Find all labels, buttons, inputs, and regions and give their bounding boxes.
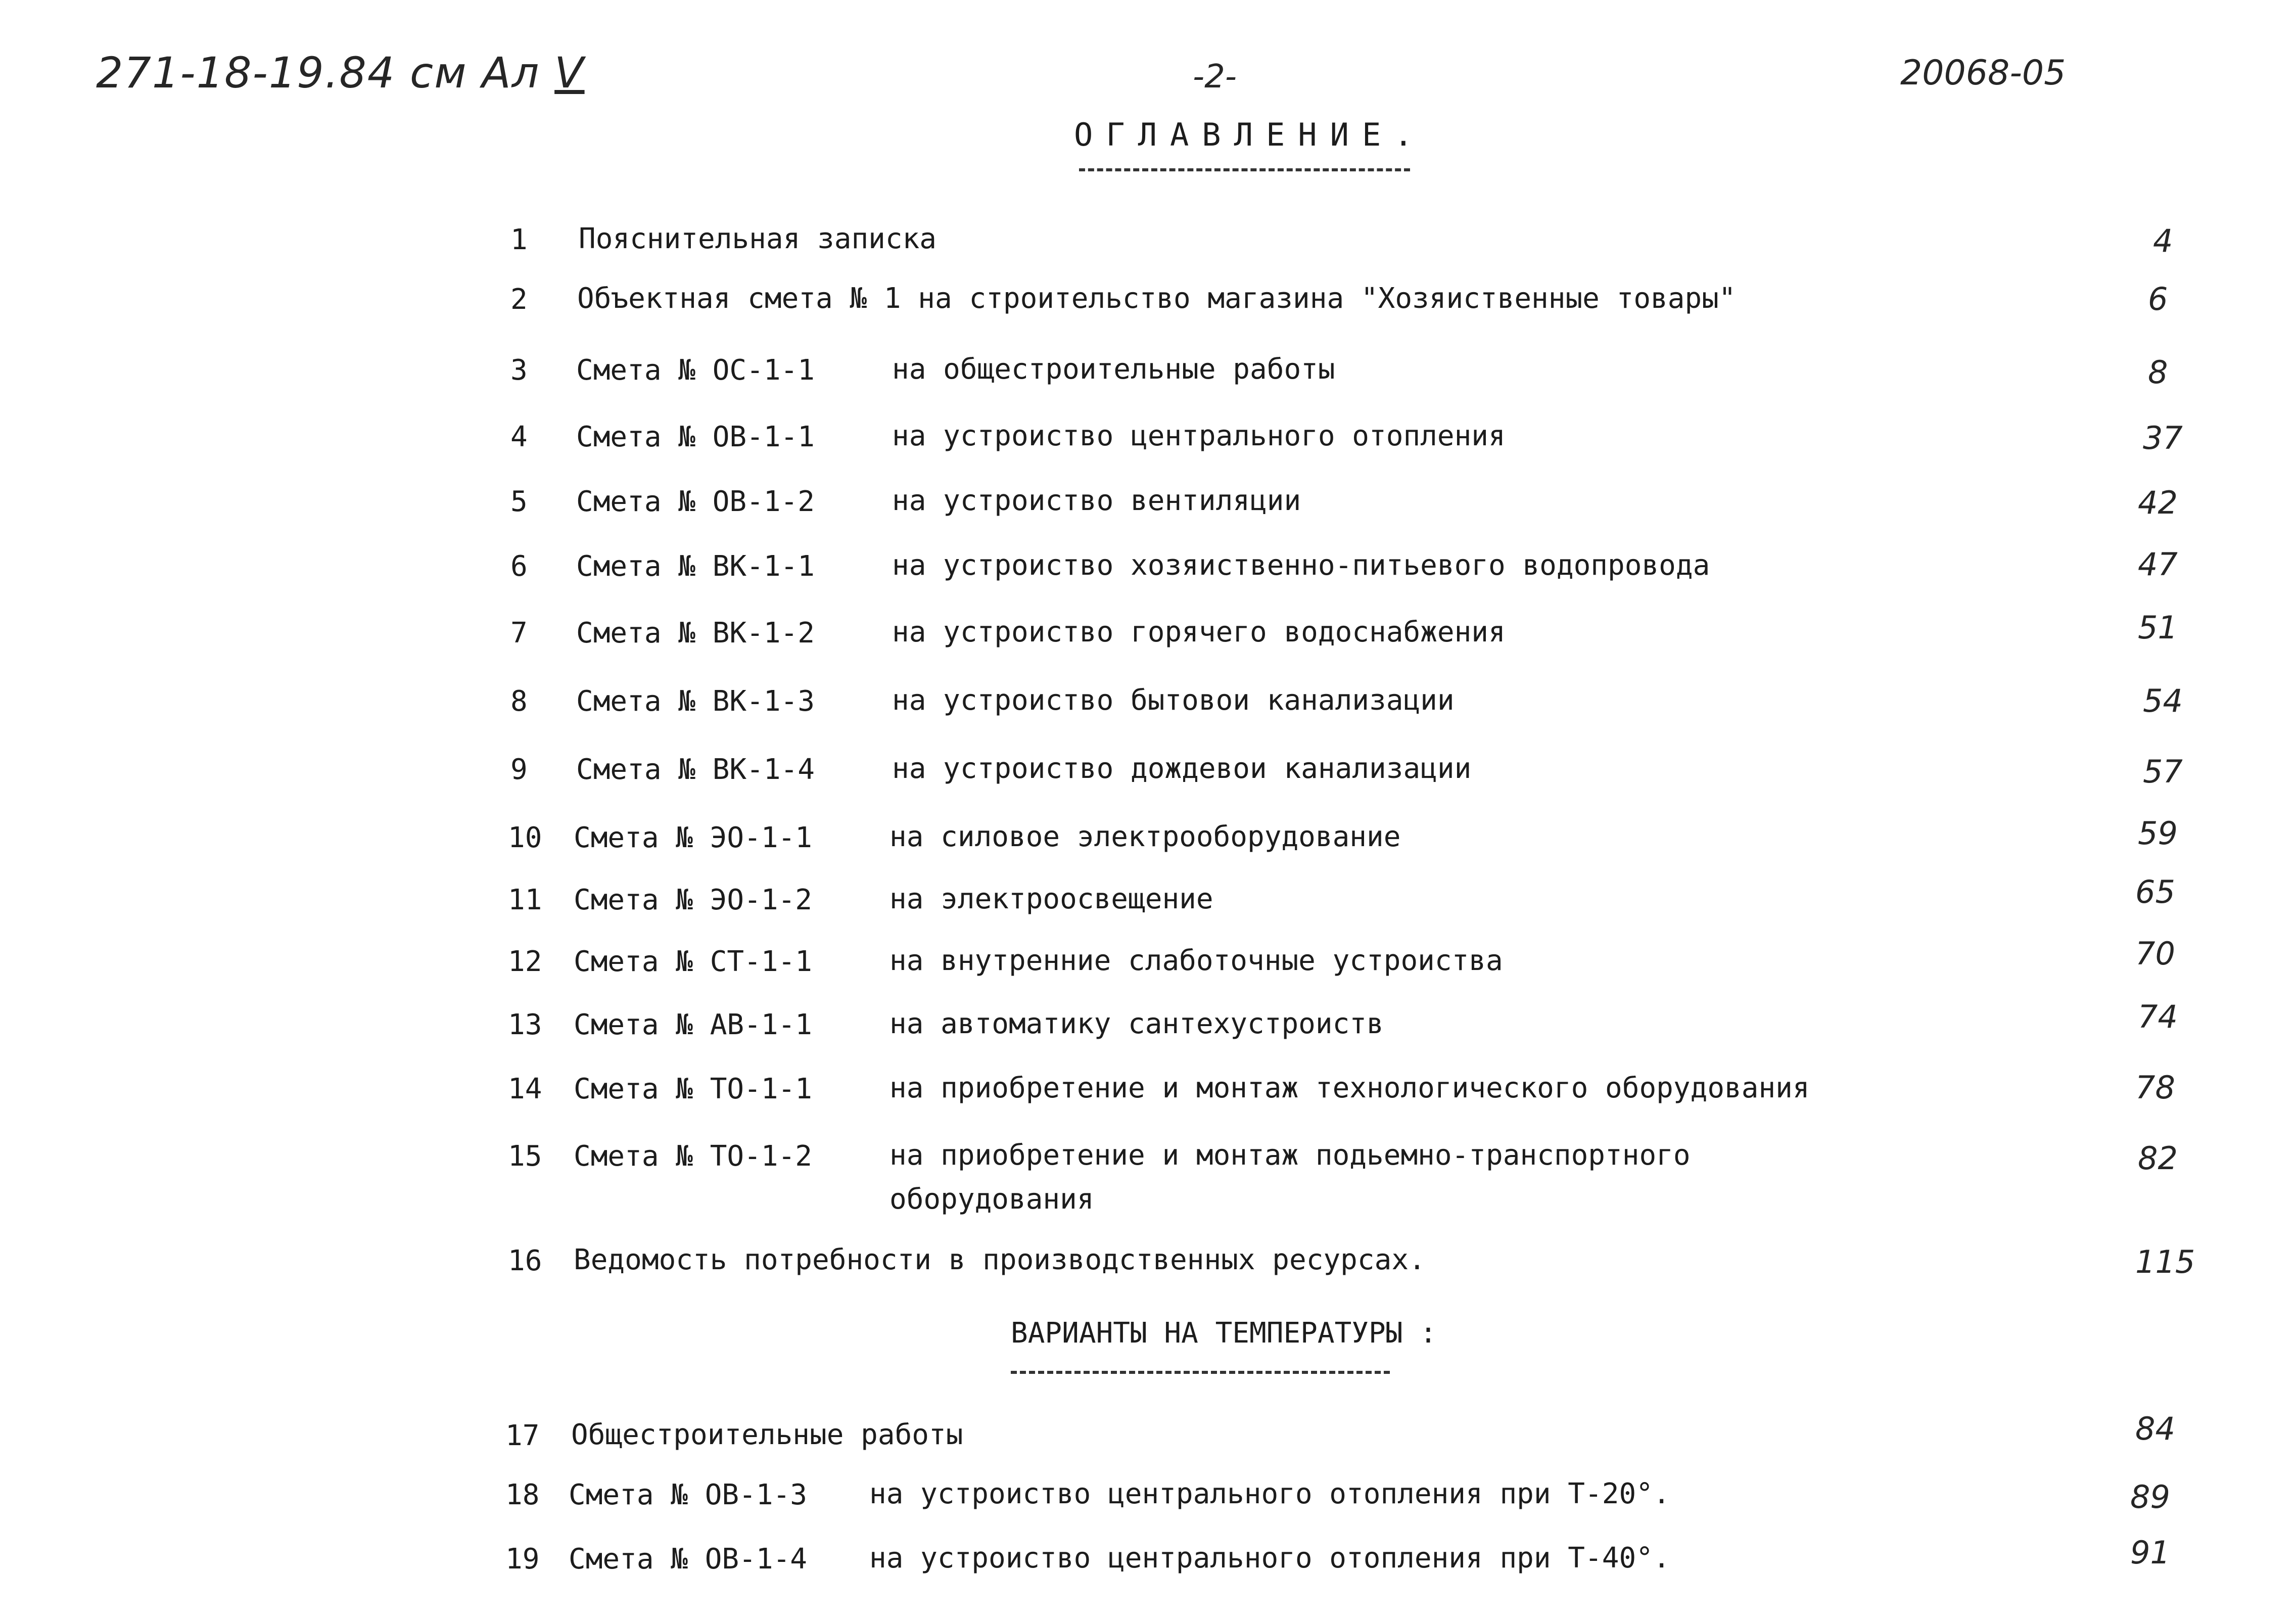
entry-description: на устроиство вентиляции (892, 484, 1301, 517)
entry-number: 12 (508, 945, 542, 978)
entry-description: на устроиство центрального отопления при Т-40°. (869, 1542, 1670, 1575)
entry-page: 47 (2138, 546, 2178, 583)
entry-page: 8 (2148, 354, 2168, 391)
entry-description: на приобретение и монтаж технологического оборудования (889, 1072, 1810, 1104)
entry-description: на приобретение и монтаж подьемно-транспортного (889, 1139, 1691, 1172)
entry-number: 14 (508, 1073, 542, 1105)
entry-number: 7 (510, 617, 528, 650)
entry-description: на устроиство хозяиственно-питьевого водопровода (892, 549, 1710, 582)
entry-number: 6 (510, 550, 528, 583)
entry-number: 3 (510, 354, 528, 387)
entry-page: 65 (2135, 873, 2175, 910)
entry-number: 17 (505, 1419, 540, 1452)
entry-description: на устроиство центрального отопления при Т-20°. (869, 1477, 1670, 1510)
entry-number: 13 (508, 1008, 542, 1041)
entry-description: Объектная смета № 1 на строительство магазина "Хозяиственные товары" (577, 282, 1736, 315)
entry-page: 4 (2153, 222, 2173, 259)
entry-page: 84 (2135, 1410, 2175, 1447)
entry-page: 91 (2130, 1534, 2170, 1571)
entry-code: Смета № АВ-1-1 (574, 1008, 813, 1041)
entry-number: 19 (505, 1543, 540, 1576)
entry-description: на автоматику сантехустроиств (889, 1007, 1384, 1040)
entry-code: Смета № ОВ-1-1 (576, 421, 815, 453)
entry-description: на устроиство дождевои канализации (892, 752, 1472, 785)
entry-description: на электроосвещение (889, 883, 1213, 915)
entry-page: 54 (2143, 682, 2183, 719)
entry-page: 70 (2135, 935, 2175, 972)
entry-number: 15 (508, 1140, 542, 1173)
entry-code: Смета № ЭО-1-2 (574, 884, 813, 916)
entry-number: 11 (508, 884, 542, 916)
entry-number: 9 (510, 753, 528, 786)
archive-number: 20068-05 (1900, 53, 2066, 93)
variants-heading-underline (1011, 1371, 1390, 1374)
entry-page: 89 (2130, 1479, 2170, 1515)
entry-code: Смета № ОВ-1-3 (569, 1479, 808, 1511)
entry-code: Смета № ВК-1-3 (576, 685, 815, 718)
entry-description: на устроиство центрального отопления (892, 420, 1506, 452)
entry-page: 51 (2138, 609, 2178, 646)
entry-page: 6 (2148, 281, 2168, 317)
entry-code: Смета № ОВ-1-4 (569, 1543, 808, 1576)
entry-description: Общестроительные работы (571, 1418, 963, 1451)
handwritten-document-code (96, 48, 585, 98)
entry-number: 18 (505, 1479, 540, 1511)
entry-description: на силовое электрооборудование (889, 820, 1401, 853)
entry-page: 59 (2138, 815, 2178, 852)
entry-page: 82 (2138, 1140, 2178, 1177)
title-underline (1079, 168, 1410, 171)
page-title: ОГЛАВЛЕНИЕ. (1074, 116, 1426, 153)
entry-code: Смета № ВК-1-2 (576, 617, 815, 650)
entry-number: 16 (508, 1244, 542, 1277)
page-number-mark: -2- (1193, 58, 1237, 96)
entry-code: Смета № ТО-1-1 (574, 1073, 813, 1105)
entry-code: Смета № ВК-1-1 (576, 550, 815, 583)
entry-code: Смета № ЭО-1-1 (574, 821, 813, 854)
entry-page: 42 (2138, 484, 2178, 521)
entry-page: 57 (2143, 753, 2183, 790)
volume-mark: V (554, 48, 585, 98)
entry-number: 4 (510, 421, 528, 453)
entry-code: Смета № ОВ-1-2 (576, 485, 815, 518)
entry-description: на устроиство горячего водоснабжения (892, 616, 1506, 649)
entry-code: Смета № ВК-1-4 (576, 753, 815, 786)
entry-description: на общестроительные работы (892, 353, 1335, 386)
entry-description-continued: оборудования (889, 1183, 1094, 1216)
entry-code: Смета № ТО-1-2 (574, 1140, 813, 1173)
entry-number: 10 (508, 821, 542, 854)
entry-code: Смета № СТ-1-1 (574, 945, 813, 978)
entry-description: Ведомость потребности в производственных ресурсах. (574, 1243, 1426, 1276)
variants-heading: ВАРИАНТЫ НА ТЕМПЕРАТУРЫ : (1011, 1317, 1437, 1350)
entry-number: 2 (510, 283, 528, 316)
entry-description: на устроиство бытовои канализации (892, 684, 1455, 717)
entry-page: 74 (2138, 998, 2178, 1035)
entry-number: 8 (510, 685, 528, 718)
entry-description: на внутренние слаботочные устроиства (889, 944, 1503, 977)
entry-number: 1 (510, 223, 528, 256)
entry-number: 5 (510, 485, 528, 518)
doc-code-text: 271-18-19.84 см Ал (96, 48, 540, 98)
entry-page: 78 (2135, 1069, 2175, 1106)
entry-page: 37 (2143, 420, 2183, 456)
entry-description: Пояснительная записка (579, 222, 937, 255)
entry-page: 115 (2135, 1243, 2195, 1280)
entry-code: Смета № ОС-1-1 (576, 354, 815, 387)
